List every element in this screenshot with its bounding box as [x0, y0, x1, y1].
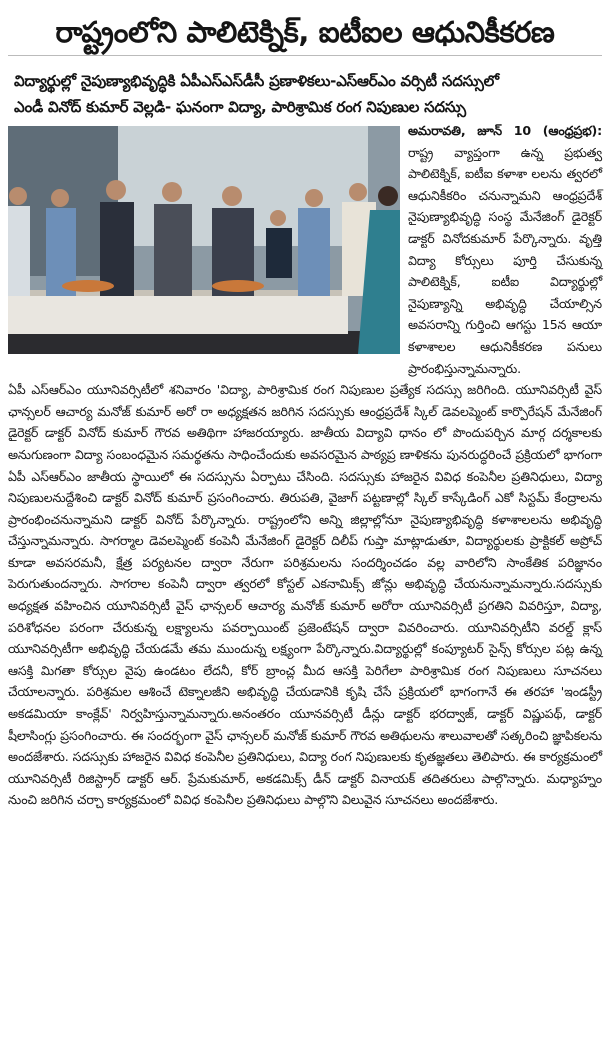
lead-text: రాష్ట్ర వ్యాప్తంగా ఉన్న ప్రభుత్వ పాలిటెక్నిక్, ఐటీఐ కళాశా లలను త్వరలో ఆధునికీకరిం చనున్నామని ఆంధ్రప్రదేశ్ నైపుణ్యాభివృద్ధి సంస్థ మేనేజింగ్ డైరెక్టర్ డాక్టర్ వినోదకుమార్ పేర్కొన్నారు. వృత్తి విద్యా కోర్సులు పూర్తి చేసుకున్న పాలిటెక్నిక్, ఐటీఐ విద్యార్థుల్లో నైపుణ్యాన్ని అభివృద్ధి చేయాల్సిన అవసరాన్ని గుర్తించి ఆగస్టు 15న ఆయా కళాశాలల ఆధునికీకరణ పనులు ప్రారంభిస్తున్నామన్నారు.	[408, 144, 602, 376]
headline: రాష్ట్రంలోని పాలిటెక్నిక్, ఐటీఐల ఆధునికీకరణ	[8, 6, 602, 56]
photo-carpet	[8, 331, 400, 354]
article-body	[8, 120, 602, 811]
event-photo-image	[8, 126, 400, 354]
subheadline-2: ఎండీ వినోద్ కుమార్ వెల్లడి- ఘనంగా విద్యా, పారిశ్రామిక రంగ నిపుణుల సదస్సు	[14, 98, 466, 116]
subheadline-1: విద్యార్థుల్లో నైపుణ్యాభివృద్ధికి ఏపీఎస్ఎస్‌డీసీ ప్రణాళికలు-ఎస్ఆర్ఎం వర్సిటీ సదస్సులో	[14, 72, 499, 90]
dateline: అమరావతి, జూన్ 10 (ఆంధ్రప్రభ):	[408, 123, 602, 138]
photo-table	[8, 294, 348, 334]
lead-paragraph	[8, 120, 602, 379]
event-photo	[8, 126, 400, 354]
main-paragraph: ఏపీ ఎస్ఆర్ఎం యూనివర్సిటీలో శనివారం 'విద్యా, పారిశ్రామిక రంగ నిపుణుల ప్రత్యేక సదస్సు జరిగింది. యూనివర్సిటీ వైస్ ఛాన్సలర్ ఆచార్య మనోజ్ కుమార్ అరో రా అధ్యక్షతన జరిగిన సదస్సుకు ఆంధ్రప్రదేశ్ స్కిల్ డెవలప్మెంట్ కార్పొరేషన్ మేనేజింగ్ డైరెక్టర్ డాక్టర్ వినోద్ కుమార్ గౌరవ అతిథిగా హాజరయ్యారు. జాతీయ విద్యావి ధానం లో పొందుపర్చిన మార్గ దర్శకాలకు అనుగుణంగా విద్యా సంబంధమైన సమర్థతను సాధించేందుకు అవసరమైన పాఠ్యప్ర ణాళికను పునరుద్ధరించే ప్రక్రియలో భాగంగా ఏపీ ఎస్ఆర్ఎం జాతీయ స్థాయిలో ఈ సదస్సును ఏర్పాటు చేసింది. సదస్సుకు హాజరైన వివిధ కంపెనీల ప్రతినిధులు, విద్యా నిపుణులనుద్దేశించి డాక్టర్ వినోద్ కుమార్ ప్రసంగించారు. తిరుపతి, వైజాగ్ పట్టణాల్లో స్కిల్ కాస్కేడింగ్ ఎకో సిస్టమ్ కేంద్రాలను ప్రారంభించనున్నామని డాక్టర్ వినోద్ పేర్కొన్నారు. రాష్ట్రంలోని అన్ని జిల్లాల్లోనూ నైపుణ్యాభివృద్ధి కళాశాలలను అభివృద్ధి చేస్తున్నామన్నారు. సాగర్మాల డెవలప్మెంట్ కంపెనీ మేనేజింగ్ డైరెక్టర్ దిలీప్ గుప్తా మాట్లాడుతూ, విద్యార్థులకు ప్రాక్టికల్ అప్రోచ్ కూడా అవసరమనీ, క్షేత్ర పర్యటనల ద్వారా నేరుగా పరిశ్రమలను సందర్శించడం వల్ల వారిలోని సాంకేతిక పరిజ్ఞానం పెరుగుతుందన్నారు. సాగరాల కంపెనీ ద్వారా త్వరలో కోస్టల్ ఎకనామిక్స్ జోన్లు అభివృద్ధి చేయనున్నామన్నారు.సదస్సుకు అధ్యక్షత వహించిన యూనివర్సిటీ వైస్ ఛాన్సలర్ ఆచార్య మనోజ్ కుమార్ అరోరా యూనివర్సిటీ ప్రగతిని వివరిస్తూ, విద్యా, పరిశోధనల పరంగా చేరుకున్న లక్ష్యాలను పవర్పాయింట్ ప్రజెంటేషన్ ద్వారా వివరించారు. యూనివర్సిటీని వరల్డ్ క్లాస్ యూనివర్సిటీగా అభివృద్ధి చేయడమే తమ ముందున్న లక్ష్యంగా పేర్కొన్నారు.విద్యార్థుల్లో కంప్యూటర్ సైన్స్ కోర్సుల పట్ల ఉన్న ఆసక్తి మిగతా కోర్సుల వైపు ఉండటం లేదనీ, కోర్ బ్రాంచ్ల మీద ఆసక్తి పెరిగేలా పారిశ్రామిక రంగ నిపుణులు సూచనలు చేయాలన్నారు. పరిశ్రమల ఆశించే టెక్నాలజీని అభివృద్ధి చేయడానికి కృషి చేసే ప్రక్రియలో భాగంగానే ఈ తరహా 'ఇండస్ట్రీ అకడమియా కాంక్లేవ్' నిర్వహిస్తున్నామన్నారు.అనంతరం యూనవర్సిటీ డీన్లు డాక్టర్ భరద్వాజ్, డాక్టర్ విష్ణుపథ్, డాక్టర్ షీలాసింగ్లు ప్రసంగించారు. ఈ సందర్భంగా వైస్ ఛాన్సలర్ మనోజ్ కుమార్ గౌరవ అతిథులను శాలువాలతో సత్కరించి జ్ఞాపికలను అందజేశారు. సదస్సుకు హాజరైన వివిధ కంపెనీల ప్రతినిధులు, విద్యా రంగ నిపుణులకు కృతజ్ఞతలు తెలిపారు. ఈ కార్యక్రమంలో యూనివర్సిటీ రిజిస్ట్రార్ డాక్టర్ ఆర్. ప్రేమకుమార్, అకడమిక్స్ డీన్ డాక్టర్ వినాయక్ తదితరులు పాల్గొన్నారు. మధ్యాహ్నం నుంచి జరిగిన చర్చా కార్యక్రమంలో వివిధ కంపెనీల ప్రతినిధులు పాల్గొని విలువైన సూచనలు అందజేశారు.	[8, 382, 602, 808]
